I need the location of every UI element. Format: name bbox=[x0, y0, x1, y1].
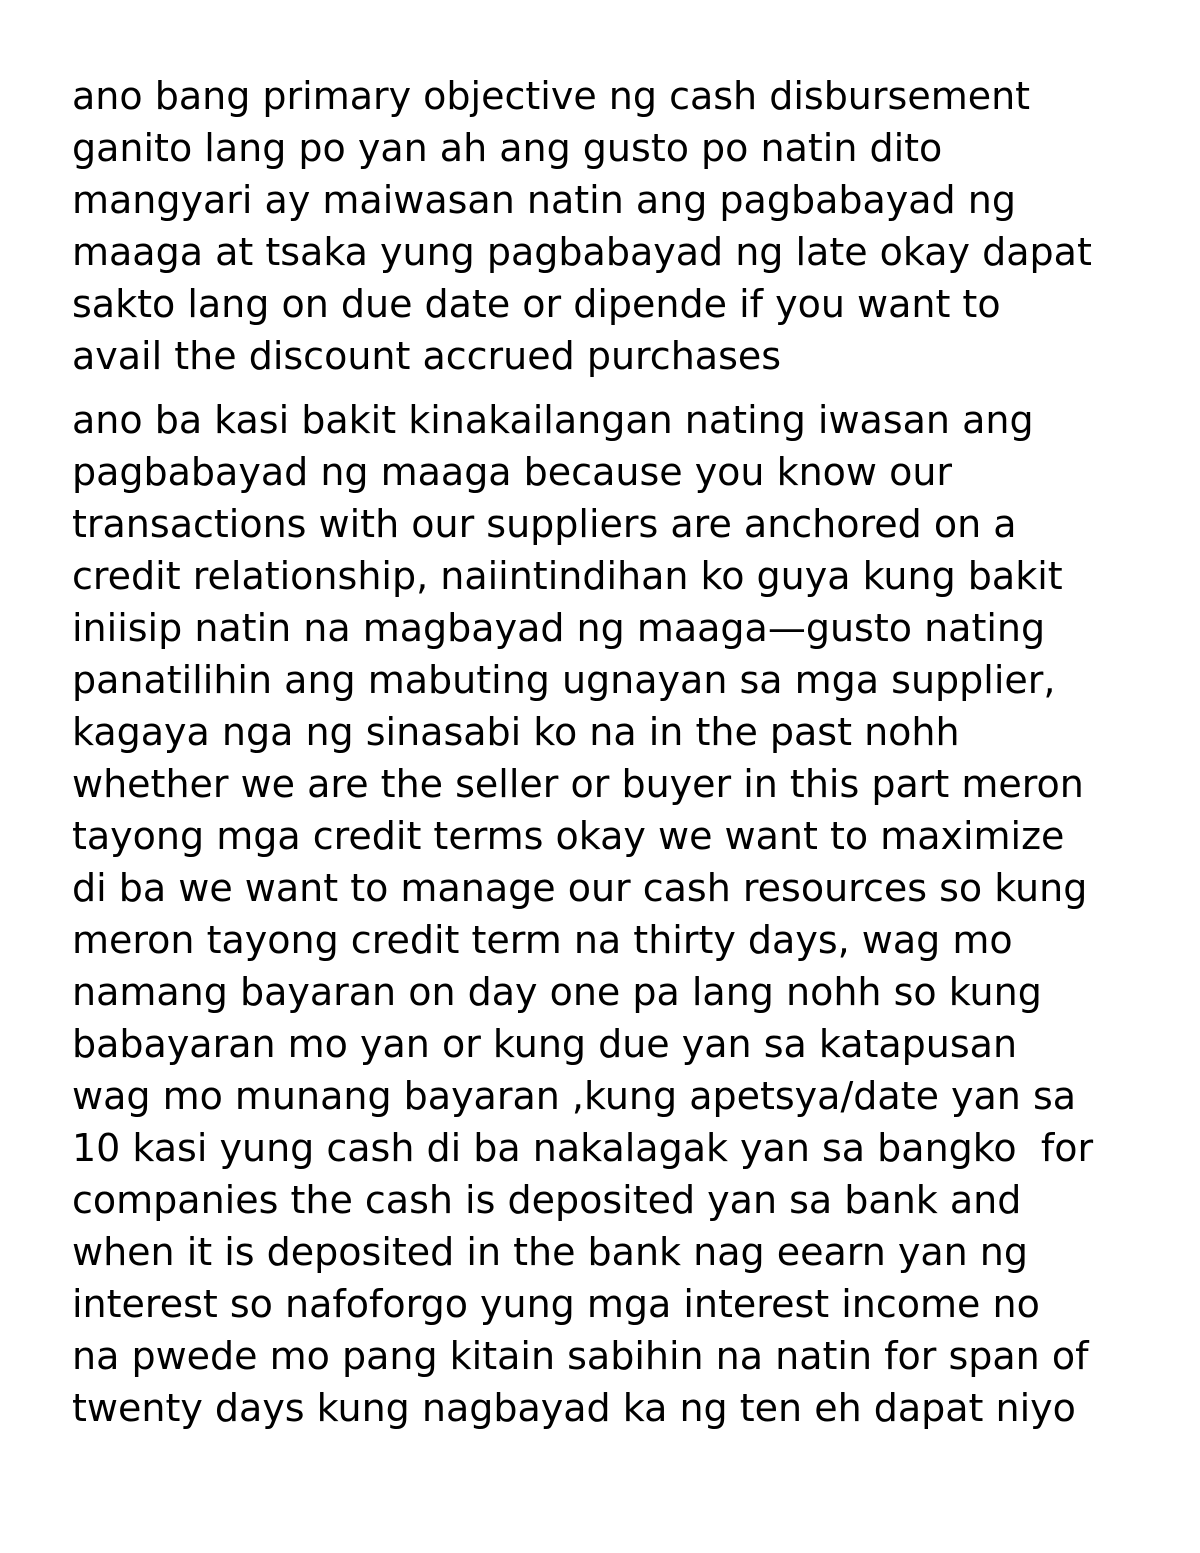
text-line: babayaran mo yan or kung due yan sa katapusan bbox=[72, 1022, 1018, 1066]
text-line: transactions with our suppliers are anchored on a bbox=[72, 502, 1017, 546]
text-line: kagaya nga ng sinasabi ko na in the past nohh bbox=[72, 710, 960, 754]
text-line: when it is deposited in the bank nag eearn yan ng bbox=[72, 1230, 1028, 1274]
text-line: ano bang primary objective ng cash disbursement bbox=[72, 74, 1031, 118]
document-page bbox=[72, 70, 1142, 1434]
text-line: ano ba kasi bakit kinakailangan nating iwasan ang bbox=[72, 398, 1034, 442]
text-line: ganito lang po yan ah ang gusto po natin dito bbox=[72, 126, 943, 170]
text-line: panatilihin ang mabuting ugnayan sa mga supplier, bbox=[72, 658, 1056, 702]
text-line: 10 kasi yung cash di ba nakalagak yan sa bangko for bbox=[72, 1126, 1094, 1170]
text-line: namang bayaran on day one pa lang nohh so kung bbox=[72, 970, 1042, 1014]
text-line: di ba we want to manage our cash resources so kung bbox=[72, 866, 1088, 910]
text-line: maaga at tsaka yung pagbabayad ng late okay dapat bbox=[72, 230, 1092, 274]
text-line: na pwede mo pang kitain sabihin na natin for span of bbox=[72, 1334, 1089, 1378]
text-line: mangyari ay maiwasan natin ang pagbabayad ng bbox=[72, 178, 1016, 222]
text-line: twenty days kung nagbayad ka ng ten eh dapat niyo bbox=[72, 1386, 1076, 1430]
text-line: avail the discount accrued purchases bbox=[72, 334, 782, 378]
text-line: credit relationship, naiintindihan ko guya kung bakit bbox=[72, 554, 1063, 598]
paragraph-1 bbox=[72, 70, 1142, 382]
text-line: interest so nafoforgo yung mga interest income no bbox=[72, 1282, 1040, 1326]
text-line: pagbabayad ng maaga because you know our bbox=[72, 450, 953, 494]
text-line: companies the cash is deposited yan sa bank and bbox=[72, 1178, 1022, 1222]
text-line: iniisip natin na magbayad ng maaga—gusto nating bbox=[72, 606, 1046, 650]
text-line: meron tayong credit term na thirty days, wag mo bbox=[72, 918, 1013, 962]
text-line: whether we are the seller or buyer in this part meron bbox=[72, 762, 1084, 806]
text-line: wag mo munang bayaran ,kung apetsya/date yan sa bbox=[72, 1074, 1077, 1118]
text-line: sakto lang on due date or dipende if you want to bbox=[72, 282, 1001, 326]
text-line: tayong mga credit terms okay we want to maximize bbox=[72, 814, 1065, 858]
paragraph-2 bbox=[72, 394, 1142, 1434]
